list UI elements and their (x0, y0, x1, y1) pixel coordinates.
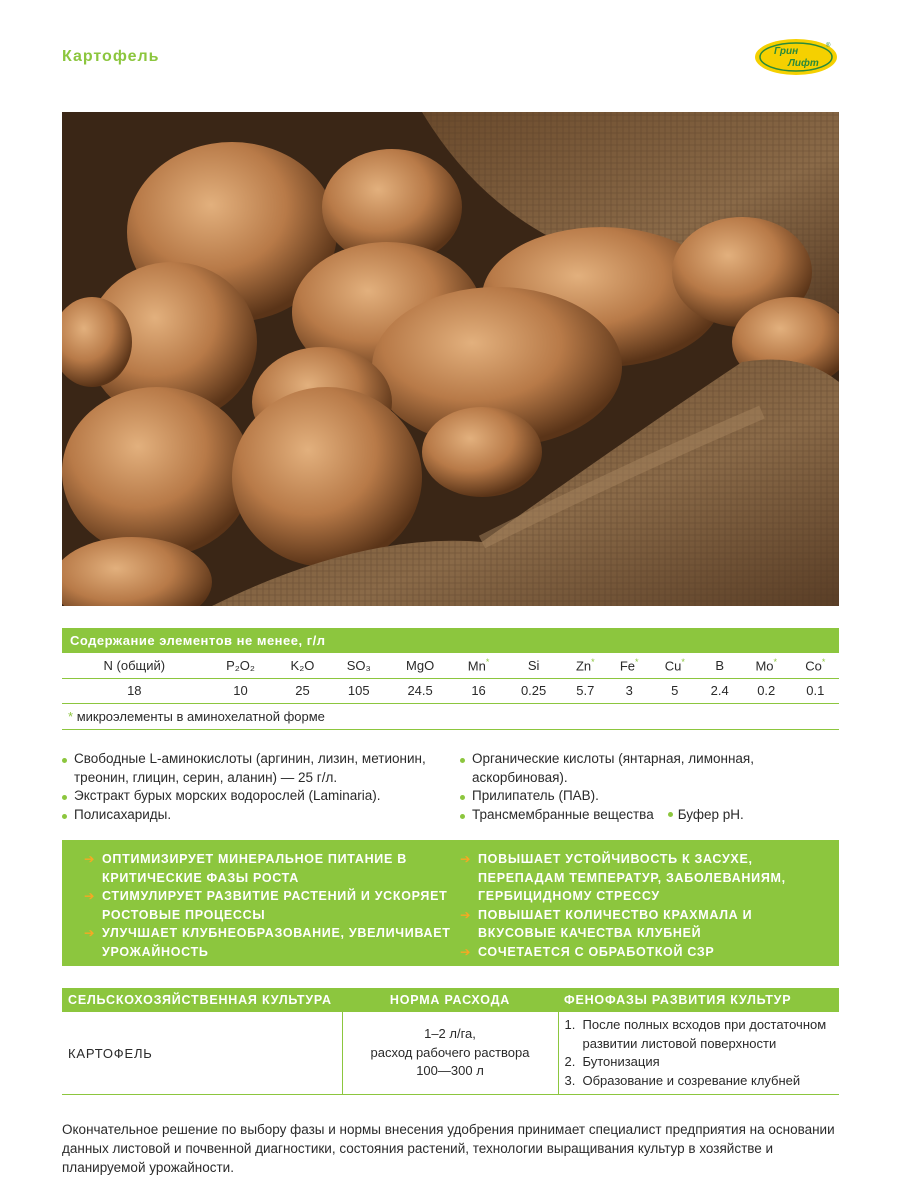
column-header-phases: ФЕНОФАЗЫ РАЗВИТИЯ КУЛЬТУР (558, 988, 839, 1012)
elements-footnote (62, 704, 839, 730)
element-value: 2.4 (698, 678, 740, 703)
benefit-item: ➔ СОЧЕТАЕТСЯ С ОБРАБОТКОЙ СЗР (460, 943, 830, 962)
column-header-crop: СЕЛЬСКОХОЗЯЙСТВЕННАЯ КУЛЬТУРА (62, 988, 342, 1012)
composition-item: Экстракт бурых морских водорослей (Laminaria). (62, 787, 452, 806)
elements-table (62, 628, 839, 730)
composition-item: Трансмембранные вещества Буфер pH. (460, 806, 840, 825)
benefit-item: ➔ ПОВЫШАЕТ УСТОЙЧИВОСТЬ К ЗАСУХЕ, ПЕРЕПАДАМ ТЕМПЕРАТУР, ЗАБОЛЕВАНИЯМ, ГЕРБИЦИДНОМУ СТРЕССУ (460, 852, 786, 903)
norm-line: расход рабочего раствора (370, 1044, 530, 1060)
bullet-icon (668, 812, 673, 817)
footnote-text: микроэлементы в аминохелатной форме (76, 708, 325, 724)
element-name: K₂O (274, 653, 330, 678)
element-name: Si (504, 653, 563, 678)
potatoes-photo (62, 112, 839, 606)
micro-star: * (485, 657, 490, 668)
benefits-panel (62, 840, 839, 966)
brand-logo (754, 38, 838, 76)
element-name: Zn* (563, 653, 607, 678)
composition-item: Органические кислоты (янтарная, лимонная, аскорбиновая). (460, 750, 840, 787)
micro-star: * (635, 657, 639, 668)
element-names-row (62, 653, 839, 678)
arrow-right-icon: ➔ (84, 926, 96, 940)
norm-line: 100—300 л (416, 1063, 484, 1079)
elements-heading: Содержание элементов не менее, г/л (62, 628, 839, 653)
arrow-right-icon: ➔ (460, 907, 472, 922)
bullet-icon (460, 758, 465, 763)
element-name: P₂O₂ (207, 653, 275, 678)
benefit-item: ➔ ПОВЫШАЕТ КОЛИЧЕСТВО КРАХМАЛА И ВКУСОВЫЕ КАЧЕСТВА КЛУБНЕЙ (460, 907, 753, 940)
bullet-icon (460, 814, 465, 819)
arrow-right-icon: ➔ (460, 852, 472, 866)
composition-list-right (460, 750, 840, 824)
logo-text-bottom: Лифт (788, 58, 819, 69)
element-name: B (698, 653, 740, 678)
element-name: Cu* (651, 653, 698, 678)
page-title: Картофель (62, 48, 160, 65)
application-rate-table (62, 988, 839, 1095)
crop-cell: КАРТОФЕЛЬ (62, 1012, 342, 1095)
element-name: Mn* (453, 653, 504, 678)
micro-star: * (821, 657, 826, 668)
elements-grid (62, 653, 839, 704)
benefits-column-left (84, 850, 464, 961)
element-name: Co* (792, 653, 839, 678)
table-row (62, 1012, 839, 1095)
footnote-star: * (68, 708, 74, 724)
micro-star: * (773, 657, 778, 668)
element-name: Fe* (607, 653, 651, 678)
phase-item: 2. Бутонизация (564, 1054, 660, 1069)
benefits-column-right (460, 850, 830, 961)
composition-item: Свободные L-аминокислоты (аргинин, лизин, метионин, треонин, глицин, серин, аланин) — 25 г/л. (62, 750, 452, 787)
phase-item: 1. После полных всходов при достаточном развитии листовой поверхности (564, 1017, 827, 1051)
element-value: 0.1 (792, 678, 839, 703)
element-value: 18 (62, 678, 207, 703)
element-name: Mo* (741, 653, 792, 678)
column-header-norm: НОРМА РАСХОДА (342, 988, 558, 1012)
element-value: 105 (330, 678, 387, 703)
benefit-item: ➔ ОПТИМИЗИРУЕТ МИНЕРАЛЬНОЕ ПИТАНИЕ В КРИТИЧЕСКИЕ ФАЗЫ РОСТА (84, 852, 407, 885)
benefit-item: ➔ СТИМУЛИРУЕТ РАЗВИТИЕ РАСТЕНИЙ И УСКОРЯЕТ РОСТОВЫЕ ПРОЦЕССЫ (84, 889, 448, 922)
rate-header-row (62, 988, 839, 1012)
logo-registered-mark: ® (826, 43, 831, 49)
composition-item: Прилипатель (ПАВ). (460, 787, 840, 806)
arrow-right-icon: ➔ (84, 889, 96, 903)
element-name: SO₃ (330, 653, 387, 678)
micro-star: * (591, 657, 595, 668)
logo-text-top: Грин (774, 46, 799, 57)
composition-item-inline: Буфер pH. (677, 806, 744, 822)
phase-item: 3. Образование и созревание клубней (564, 1072, 801, 1088)
element-value: 10 (207, 678, 275, 703)
element-values-row (62, 678, 839, 703)
norm-line: 1–2 л/га, (424, 1026, 476, 1042)
element-value: 16 (453, 678, 504, 703)
arrow-right-icon: ➔ (84, 852, 96, 866)
element-value: 25 (274, 678, 330, 703)
benefit-item: ➔ УЛУЧШАЕТ КЛУБНЕОБРАЗОВАНИЕ, УВЕЛИЧИВАЕТ УРОЖАЙНОСТЬ (84, 926, 451, 959)
arrow-right-icon: ➔ (460, 944, 472, 959)
bullet-icon (62, 795, 67, 800)
phases-cell (558, 1012, 839, 1095)
element-value: 24.5 (387, 678, 453, 703)
bullet-icon (62, 758, 67, 763)
element-name: MgO (387, 653, 453, 678)
bullet-icon (62, 814, 67, 819)
element-value: 5.7 (563, 678, 607, 703)
bullet-icon (460, 795, 465, 800)
element-value: 0.2 (741, 678, 792, 703)
element-value: 0.25 (504, 678, 563, 703)
micro-star: * (681, 657, 685, 668)
disclaimer-note: Окончательное решение по выбору фазы и нормы внесения удобрения принимает специалист предприятия на основании данных листовой и почвенной диагностики, состояния растений, технологии выращивания культур в хозяйстве и планируемой урожайности. (62, 1122, 835, 1175)
element-name: N (общий) (62, 653, 207, 678)
composition-list-left (62, 750, 452, 824)
element-value: 3 (607, 678, 651, 703)
element-value: 5 (651, 678, 698, 703)
composition-item: Полисахариды. (62, 806, 452, 825)
rate-grid (62, 988, 839, 1095)
norm-cell (342, 1012, 558, 1095)
